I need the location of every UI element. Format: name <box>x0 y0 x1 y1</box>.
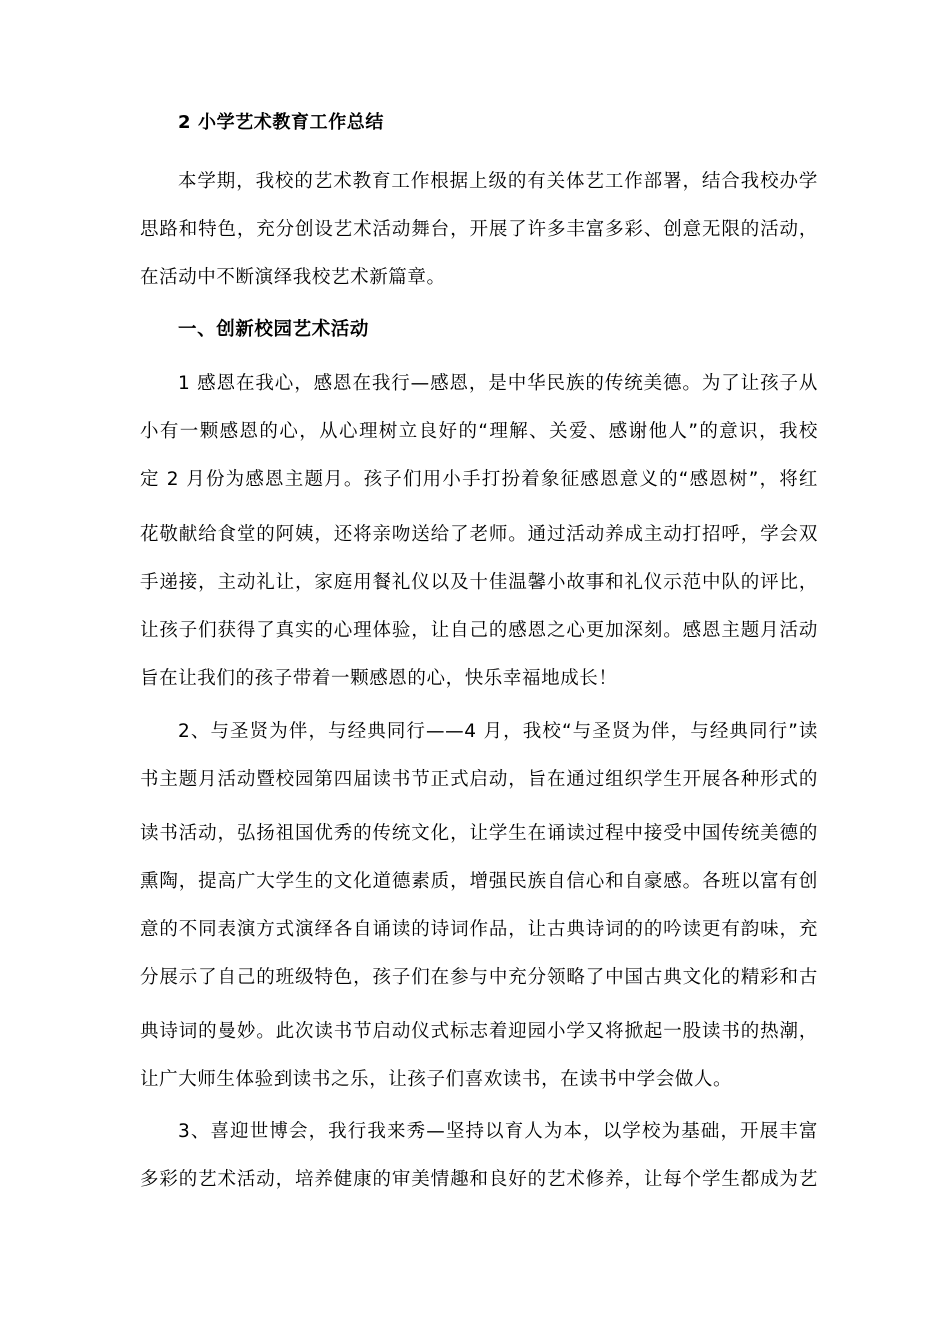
item2-line-2: 书主题月活动暨校园第四届读书节正式启动，旨在通过组织学生开展各种形式的 <box>140 769 818 790</box>
item2-line-1: 2、与圣贤为伴，与经典同行——4 月，我校“与圣贤为伴，与经典同行”读 <box>178 721 818 742</box>
item1-line-5: 手递接，主动礼让，家庭用餐礼仪以及十佳温馨小故事和礼仪示范中队的评比， <box>140 572 818 593</box>
item1-line-1: 1 感恩在我心，感恩在我行—感恩，是中华民族的传统美德。为了让孩子从 <box>178 373 818 394</box>
item1-line-6: 让孩子们获得了真实的心理体验，让自己的感恩之心更加深刻。感恩主题月活动 <box>140 620 818 641</box>
item2-line-5: 意的不同表演方式演绎各自诵读的诗词作品，让古典诗词的的吟读更有韵味，充 <box>140 919 818 940</box>
item2-line-7: 典诗词的曼妙。此次读书节启动仪式标志着迎园小学又将掀起一股读书的热潮， <box>140 1021 818 1042</box>
item1-line-3: 定 2 月份为感恩主题月。孩子们用小手打扮着象征感恩意义的“感恩树”，将红 <box>140 469 818 490</box>
item3-line-1: 3、喜迎世博会，我行我来秀—坚持以育人为本，以学校为基础，开展丰富 <box>178 1121 818 1142</box>
item2-line-6: 分展示了自己的班级特色，孩子们在参与中充分领略了中国古典文化的精彩和古 <box>140 967 818 988</box>
item2-line-4: 熏陶，提高广大学生的文化道德素质，增强民族自信心和自豪感。各班以富有创 <box>140 871 818 892</box>
section-heading: 一、创新校园艺术活动 <box>178 319 370 340</box>
item3-line-2: 多彩的艺术活动，培养健康的审美情趣和良好的艺术修养，让每个学生都成为艺 <box>140 1169 818 1190</box>
item1-line-2: 小有一颗感恩的心，从心理树立良好的“理解、关爱、感谢他人”的意识，我校 <box>140 421 818 442</box>
intro-line-3: 在活动中不断演绎我校艺术新篇章。 <box>140 267 446 288</box>
item2-line-8: 让广大师生体验到读书之乐，让孩子们喜欢读书，在读书中学会做人。 <box>140 1069 733 1090</box>
document-title: 2 小学艺术教育工作总结 <box>178 112 384 133</box>
item1-line-7: 旨在让我们的孩子带着一颗感恩的心，快乐幸福地成长！ <box>140 668 618 689</box>
intro-line-1: 本学期，我校的艺术教育工作根据上级的有关体艺工作部署，结合我校办学 <box>178 171 818 192</box>
item1-line-4: 花敬献给食堂的阿姨，还将亲吻送给了老师。通过活动养成主动打招呼，学会双 <box>140 524 818 545</box>
item2-line-3: 读书活动，弘扬祖国优秀的传统文化，让学生在诵读过程中接受中国传统美德的 <box>140 823 818 844</box>
intro-line-2: 思路和特色，充分创设艺术活动舞台，开展了许多丰富多彩、创意无限的活动， <box>140 219 818 240</box>
